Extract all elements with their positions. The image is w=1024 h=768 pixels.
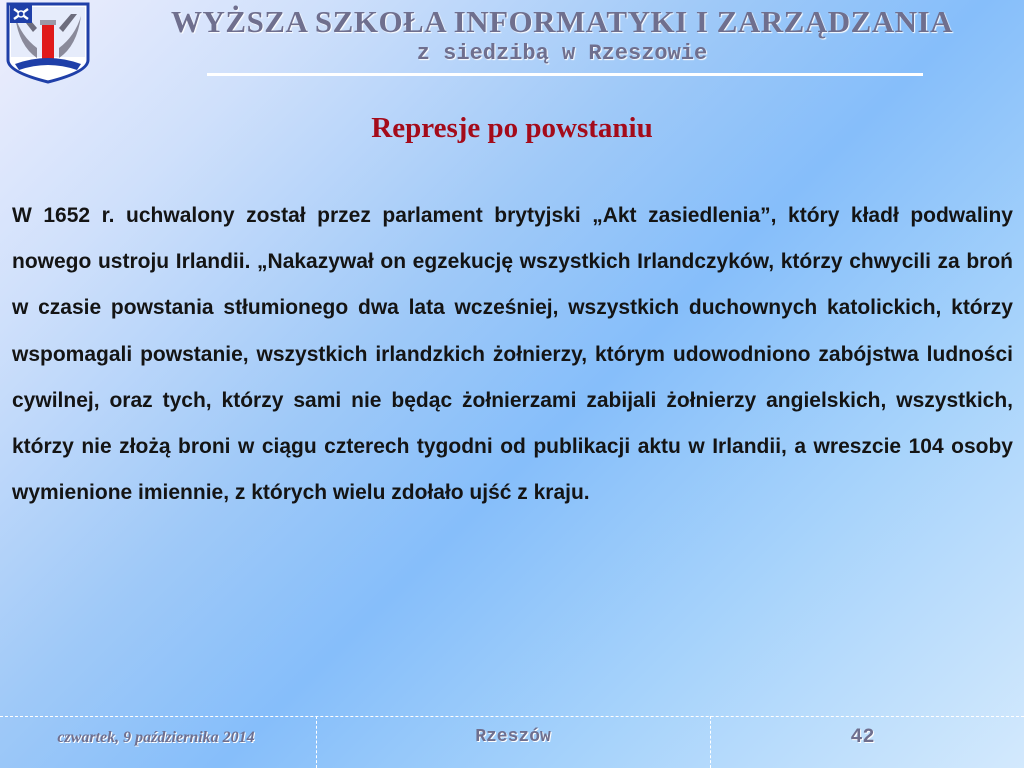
university-name: WYŻSZA SZKOŁA INFORMATYKI I ZARZĄDZANIA <box>171 4 953 39</box>
header-divider <box>207 73 923 76</box>
footer-divider <box>0 716 1024 717</box>
footer-city: Rzeszów <box>475 727 551 747</box>
footer-date: czwartek, 9 października 2014 <box>57 729 255 746</box>
footer-separator <box>710 716 711 768</box>
university-logo <box>5 2 91 84</box>
university-location: z siedzibą w Rzeszowie <box>416 41 708 66</box>
slide-body-text: W 1652 r. uchwalony został przez parlament brytyjski „Akt zasiedlenia”, który kładł podwaliny nowego ustroju Irlandii. „Nakazywał on egzekucję wszystkich Irlandczyków, którzy chwycili za broń w czasie powstania stłumionego dwa lata wcześniej, wszystkich duchownych katolickich, którzy wspomagali powstanie, wszystkich irlandzkich żołnierzy, którym udowodniono zabójstwa ludności cywilnej, oraz tych, którzy sami nie będąc żołnierzami zabijali żołnierzy angielskich, wszystkich, którzy nie złożą broni w ciągu czterech tygodni od publikacji aktu w Irlandii, a wreszcie 104 osoby wymienione imiennie, z których wielu zdołało ujść z kraju. <box>12 204 1013 505</box>
page-number: 42 <box>850 726 875 749</box>
slide-title: Represje po powstaniu <box>371 112 653 144</box>
footer-separator <box>316 716 317 768</box>
